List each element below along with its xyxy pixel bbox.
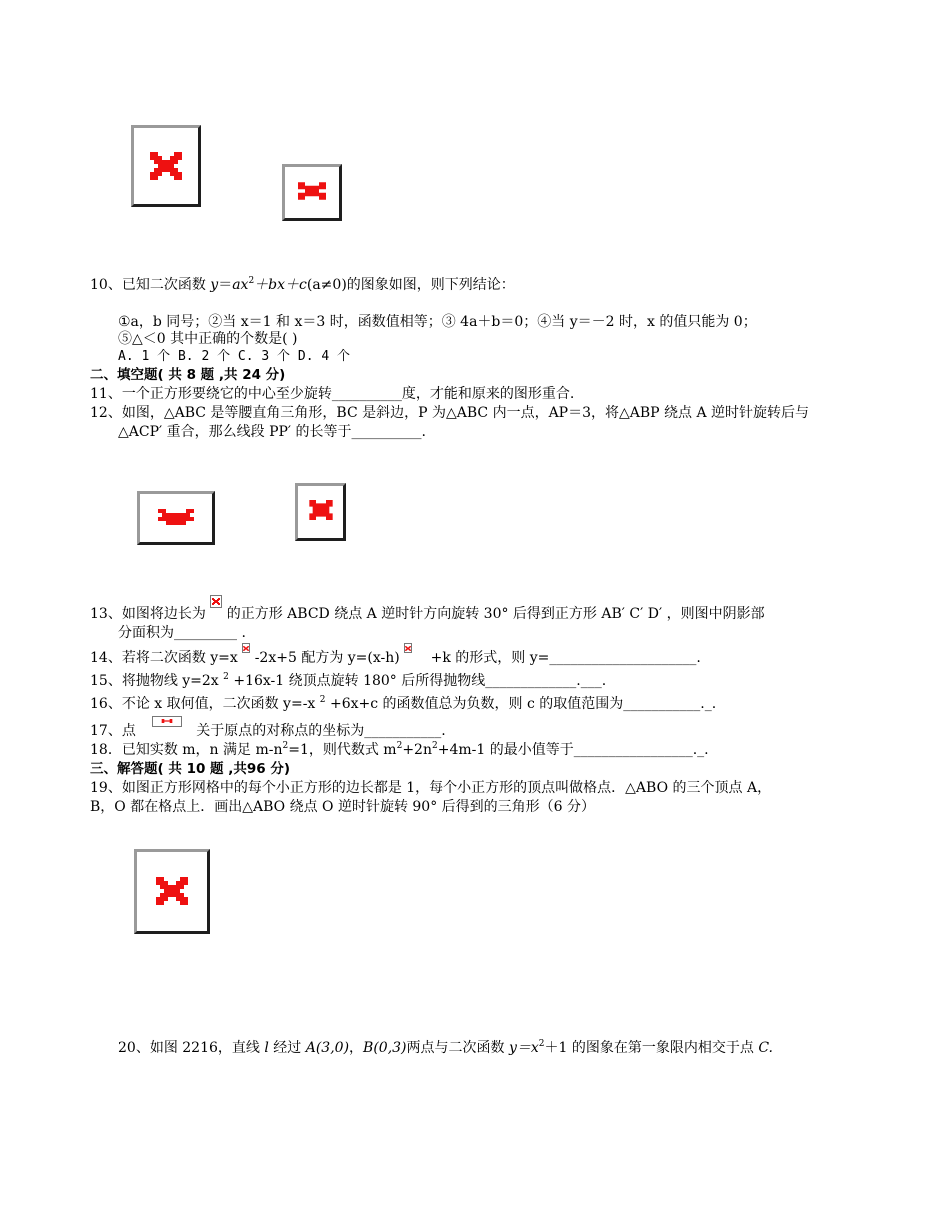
q20-point-a: A(3,0) bbox=[305, 1040, 350, 1056]
broken-image-icon bbox=[156, 877, 188, 905]
q18-text-c: +2n bbox=[402, 742, 432, 758]
q16 bbox=[90, 695, 716, 713]
q10-stem-text: 10、已知二次函数 bbox=[90, 277, 211, 293]
q13-text-a: 13、如图将边长为 bbox=[90, 606, 211, 622]
broken-image-placeholder bbox=[137, 491, 215, 545]
q18-square-3: 2 bbox=[431, 741, 438, 751]
q16-text-a: 16、不论 x 取何值，二次函数 y=-x bbox=[90, 696, 320, 712]
section-2-title: 二、填空题( 共 8 题 ,共 24 分) bbox=[90, 367, 286, 383]
broken-image-placeholder bbox=[282, 164, 342, 221]
broken-image-placeholder bbox=[134, 849, 210, 934]
q17-text-b: 关于原点的对称点的坐标为___________. bbox=[196, 723, 446, 739]
q20-comma: ， bbox=[349, 1040, 364, 1056]
q20-function: y＝x bbox=[508, 1040, 539, 1056]
broken-image-icon bbox=[298, 182, 326, 200]
q17-text-a: 17、点 bbox=[90, 723, 141, 739]
q15-text-a: 15、将抛物线 y=2x bbox=[90, 673, 224, 689]
q14-text-b: -2x+5 配方为 y=(x-h) bbox=[250, 650, 405, 666]
q20-square: 2 bbox=[538, 1039, 545, 1049]
q16-square: 2 bbox=[319, 695, 326, 705]
q10-stem-end: 的图象如图，则下列结论： bbox=[346, 277, 515, 293]
broken-image-placeholder bbox=[131, 125, 201, 207]
q20-point-b: B(0,3) bbox=[363, 1040, 407, 1056]
q10-condition: (a≠0) bbox=[306, 277, 347, 293]
q18-text-b: =1，则代数式 m bbox=[288, 742, 397, 758]
q10-line3: ⑤△＜0 其中正确的个数是( ) bbox=[118, 331, 298, 347]
q13-text-b: 的正方形 ABCD 绕点 A 逆时针方向旋转 30° 后得到正方形 AB′ C′ D′ ，则图中阴影部 bbox=[222, 606, 765, 622]
q10-bx-c: ＋bx＋c bbox=[254, 277, 307, 293]
q10-var-ax: ax bbox=[232, 277, 249, 293]
broken-image-icon bbox=[309, 500, 333, 520]
section-3-title: 三、解答题( 共 10 题 ,共96 分) bbox=[90, 761, 291, 777]
q17 bbox=[90, 722, 446, 740]
q18-text-d: +4m-1 的最小值等于_________________._. bbox=[437, 742, 709, 758]
q12-line1: 12、如图，△ABC 是等腰直角三角形，BC 是斜边，P 为△ABC 内一点，AP＝3，将△ABP 绕点 A 逆时针旋转后与 bbox=[90, 405, 810, 421]
q20-text-b: 经过 bbox=[268, 1040, 306, 1056]
q11: 11、一个正方形要绕它的中心至少旋转__________度，才能和原来的图形重合. bbox=[90, 386, 575, 402]
q10-line2: ①a，b 同号；②当 x＝1 和 x＝3 时，函数值相等；③ 4a＋b＝0；④当 y＝－2 时，x 的值只能为 0； bbox=[118, 314, 757, 330]
q14-text-a: 14、若将二次函数 y=x bbox=[90, 650, 243, 666]
q20 bbox=[118, 1039, 773, 1057]
q18-square-2: 2 bbox=[396, 741, 403, 751]
q19-line2: B，O 都在格点上．画出△ABO 绕点 O 逆时针旋转 90° 后得到的三角形（6 分） bbox=[90, 799, 596, 815]
broken-image-placeholder bbox=[295, 483, 346, 541]
q10-eq: ＝ bbox=[218, 277, 233, 293]
broken-image-icon bbox=[150, 152, 182, 180]
q18-text-a: 18．已知实数 m，n 满足 m-n bbox=[90, 742, 283, 758]
broken-image-icon bbox=[158, 509, 194, 525]
broken-image-icon bbox=[152, 716, 182, 727]
q19-line1: 19、如图正方形网格中的每个小正方形的边长都是 1，每个小正方形的顶点叫做格点．△ABO 的三个顶点 A， bbox=[90, 780, 772, 796]
q16-text-b: +6x+c 的函数值总为负数，则 c 的取值范围为___________._. bbox=[325, 696, 717, 712]
broken-image-icon bbox=[210, 595, 222, 608]
q10-choices: A. 1 个 B. 2 个 C. 3 个 D. 4 个 bbox=[118, 349, 351, 364]
q13-line2: 分面积为_________ . bbox=[118, 625, 246, 641]
broken-image-icon bbox=[242, 643, 250, 653]
q15-text-b: +16x-1 绕顶点旋转 180° 后所得抛物线_____________.___. bbox=[228, 673, 607, 689]
q20-text-e: ＋1 的图象在第一象限内相交于点 bbox=[544, 1040, 759, 1056]
q20-text-a: 20、如图 2216，直线 bbox=[118, 1040, 265, 1056]
q14 bbox=[90, 649, 701, 667]
q15 bbox=[90, 672, 606, 690]
q15-square: 2 bbox=[223, 672, 229, 682]
q10-var-y: y bbox=[210, 277, 219, 293]
broken-image-icon bbox=[404, 643, 412, 653]
q12-line2: △ACP′ 重合，那么线段 PP′ 的长等于__________. bbox=[118, 424, 427, 440]
q13-line1 bbox=[90, 605, 765, 623]
q20-line-l: l bbox=[264, 1040, 269, 1056]
q14-text-c: +k 的形式，则 y=_____________________. bbox=[426, 650, 701, 666]
q20-point-c: C. bbox=[758, 1040, 774, 1056]
q18-square-1: 2 bbox=[282, 741, 289, 751]
q10-square: 2 bbox=[248, 276, 255, 286]
q20-text-d: 两点与二次函数 bbox=[406, 1040, 509, 1056]
q18 bbox=[90, 741, 709, 759]
q10-stem bbox=[90, 276, 515, 294]
